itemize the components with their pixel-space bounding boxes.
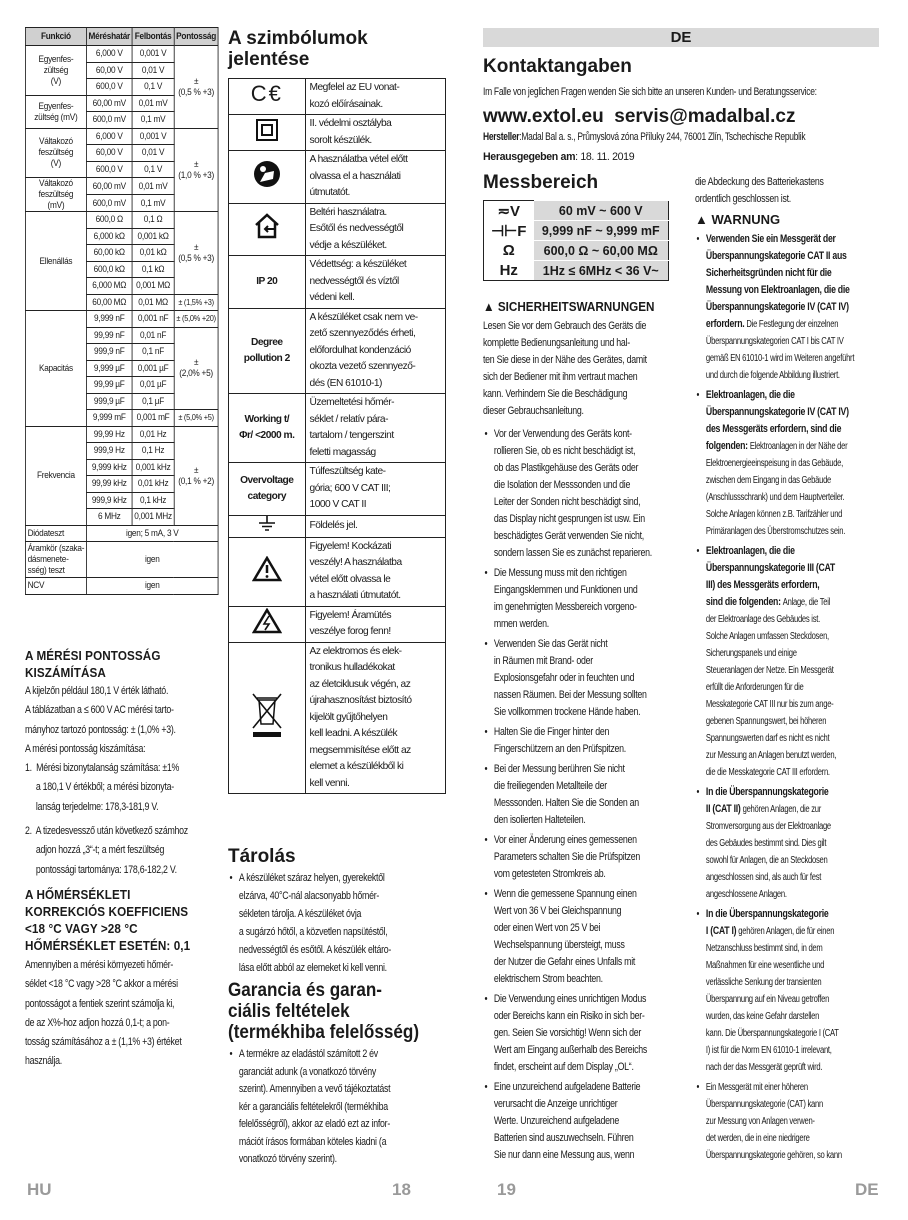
symbol-row <box>229 308 446 394</box>
resolution-cell: 0,1 Ω <box>132 212 174 229</box>
warning-item <box>695 906 854 1076</box>
read-manual-icon <box>229 151 306 204</box>
symbols-heading: A szimbólumok jelentése <box>228 28 368 70</box>
safety-item: • Die Verwendung eines unrichtigen Modus oder Bereichs kann ein Risiko in sich ber- gen. Seien Sie vorsichtig! Wenn sich der Wert am Eingang außerhalb des Bereichs findet, erscheint auf dem Display „OL“. <box>483 991 652 1076</box>
range-cell: 999,9 kHz <box>86 492 132 509</box>
warning-item <box>695 784 854 903</box>
symbol-description: Védettség: a készüléket nedvességtől és víztől védeni kell. <box>305 256 445 309</box>
resolution-cell: 0,01 kΩ <box>132 245 174 262</box>
accuracy-cell: ± (5,0% +5) <box>174 410 218 427</box>
symbol-description: Beltéri használatra. Esőtől és nedvességtől védje a készüléket. <box>305 203 445 256</box>
range-cell: 60,00 kΩ <box>86 245 132 262</box>
symbol-description: Üzemeltetési hőmér- séklet / relatív pára- tartalom / tengerszint feletti magasság <box>305 394 445 463</box>
function-cell: Váltakozó feszültség (V) <box>25 128 86 178</box>
manufacturer-label: Hersteller <box>483 131 520 143</box>
resolution-cell: 0,01 nF <box>132 327 174 344</box>
range-heading: Messbereich <box>483 172 599 193</box>
range-row <box>484 241 669 261</box>
safety-item: • Wenn die gemessene Spannung einen Wert von 36 V bei Gleichspannung oder einen Wert von 25 V bei Wechselspannung übersteigt, muss der Nutzer die Gefahr eines Unfalls mit elektrischem Strom beachten. <box>483 886 652 988</box>
resolution-cell: 0,01 V <box>132 62 174 79</box>
warning-item-text: Die Festlegung der einzelnen Überspannungskategorien CAT I bis CAT IV gemäß EN 61010-1 wird im Weiteren angeführt und durch die folgende Abbildung illustriert. <box>705 319 855 381</box>
language-bar: DE <box>483 28 879 47</box>
function-cell: Egyenfes- zültség (mV) <box>25 95 86 128</box>
range-value: 60 mV ~ 600 V <box>534 201 669 221</box>
symbol-row <box>229 256 446 309</box>
range-cell: 600,0 Ω <box>86 212 132 229</box>
range-cell: 999,9 µF <box>86 393 132 410</box>
range-cell: 9,999 µF <box>86 360 132 377</box>
resolution-cell: 0,01 Hz <box>132 426 174 443</box>
accuracy-cell: ± (1,0 % +3) <box>174 128 218 212</box>
warning-triangle-icon: ▲ <box>695 212 712 227</box>
safety-heading <box>483 299 655 314</box>
range-cell: 60,00 mV <box>86 95 132 112</box>
warning-item <box>695 387 854 540</box>
range-symbol: ≂V <box>497 202 521 220</box>
temperature-text: Amennyiben a mérési környezeti hőmér- séklet <18 °C vagy >28 °C akkor a mérési pontosságot a fentiek szerint számolja ki, de az X%-hoz adjon hozzá 0,1-t; a pon- tosság számításához a ± (1,1% +3) értéket használja. <box>25 959 182 1068</box>
manufacturer-value: :Madal Bal a. s., Průmyslová zóna Příluky 244, 76001 Zlín, Tschechische Republik <box>519 131 806 143</box>
range-row <box>484 201 669 221</box>
range-cell: 600,0 V <box>86 79 132 96</box>
value-cell: igen <box>86 578 218 595</box>
table-row <box>25 212 218 229</box>
page-number-right: 19 <box>497 1180 516 1199</box>
symbol-row <box>229 151 446 204</box>
symbol-label: Working t/ Φr/ <2000 m. <box>229 394 306 463</box>
resolution-cell: 0,01 MΩ <box>132 294 174 311</box>
range-cell: 9,999 nF <box>86 311 132 328</box>
range-cell: 99,99 µF <box>86 377 132 394</box>
accuracy-step-2: 2. A tizedesvessző után következő számhoz adjon hozzá „3“-t; a mért feszültség pontossági tartománya: 178,6-182,2 V. <box>25 825 188 876</box>
contact-heading: Kontaktangaben <box>483 56 632 77</box>
table-row <box>25 311 218 328</box>
storage-list <box>228 869 391 977</box>
range-cell: 60,00 mV <box>86 178 132 195</box>
warning-item-text: gehören Anlagen, die für einen Netzanschluss bestimmt sind, in dem Maßnahmen für eine wesentliche und verlässliche Senkung der transienten Überspannung auf ein Niveau getroffen wurden, das keine Gefahr darstellen kann. Die Überspannungskategorie I (CAT I) ist für die Norm EN 61010-1 irrelevant, nach der das Messgerät geprüft wird. <box>705 926 839 1073</box>
range-table <box>483 200 669 281</box>
accuracy-cell: ± (1,5% +3) <box>174 294 218 311</box>
battery-cover-text: die Abdeckung des Batteriekastens ordentlich geschlossen ist. <box>695 176 824 205</box>
function-cell: Áramkör (szaka- dásmenete- sség) teszt <box>25 542 86 578</box>
page-number-left: 18 <box>392 1180 411 1199</box>
resolution-cell: 0,1 mV <box>132 112 174 129</box>
range-cell: 60,00 MΩ <box>86 294 132 311</box>
table-row <box>25 578 218 595</box>
symbol-row <box>229 115 446 151</box>
warning-item-bold: In die Überspannungskategorie I (CAT I) <box>705 908 829 937</box>
issued-value: : 18. 11. 2019 <box>575 151 635 163</box>
specifications-table <box>25 27 219 595</box>
accuracy-cell: ± (0,5 % +3) <box>174 212 218 295</box>
warning-item-bold: Elektroanlagen, die die Überspannungskategorie IV (CAT IV) des Messgeräts erfordern, sind die folgenden: <box>705 389 849 452</box>
symbol-description: Figyelem! Áramütés veszélye forog fenn! <box>305 606 445 642</box>
accuracy-cell: ± (2,0% +5) <box>174 327 218 410</box>
safety-item: • Halten Sie die Finger hinter den Fingerschützern an den Prüfspitzen. <box>483 724 652 758</box>
resolution-cell: 0,001 MHz <box>132 509 174 526</box>
temperature-heading: A HŐMÉRSÉKLETI KORREKCIÓS KOEFFICIENS <18 °C VAGY >28 °C HŐMÉRSÉKLET ESETÉN: 0,1 <box>25 887 191 953</box>
accuracy-cell: ± (0,1 % +2) <box>174 426 218 525</box>
function-cell: Frekvencia <box>25 426 86 525</box>
warning-list <box>695 231 854 1167</box>
table-row <box>25 426 218 443</box>
function-cell: Ellenállás <box>25 212 86 311</box>
value-cell: igen <box>86 542 218 578</box>
warning-item-bold: In die Überspannungskategorie II (CAT II) <box>705 786 829 815</box>
resolution-cell: 0,1 V <box>132 161 174 178</box>
warning-item-text: Anlage, die Teil der Elektroanlage des Gebäudes ist. Solche Anlagen umfassen Steckdosen, Sicherungspanels und einige Steueranlagen der Netze. Ein Messgerät erfüllt die Anforderungen für die Messkategorie CAT III nur bis zum ange- gebenen Spannungswert, bei höheren Spannungswerten darf es nicht es nicht zur Messung an Anlagen benutzt werden, die die Messkategorie CAT III erfordern. <box>705 597 837 778</box>
symbol-description: Figyelem! Kockázati veszély! A használatba vétel előtt olvassa le a használati útmutatót. <box>305 537 445 606</box>
range-value: 600,0 Ω ~ 60,00 MΩ <box>534 241 669 261</box>
warning-item <box>695 1079 854 1164</box>
safety-heading-text: SICHERHEITSWARNUNGEN <box>497 299 655 314</box>
storage-item: • A készüléket száraz helyen, gyerekektől elzárva, 40°C-nál alacsonyabb hőmér- sékleten tárolja. A készüléket óvja a sugárzó hőtől, a közvetlen napsütéstől, nedvességtől és esőtől. A készülék eltáro- lása előtt abból az elemeket ki kell venni. <box>228 869 391 977</box>
indoor-icon <box>229 203 306 256</box>
resolution-cell: 0,01 V <box>132 145 174 162</box>
range-value: 9,999 nF ~ 9,999 mF <box>534 221 669 241</box>
safety-item: • Verwenden Sie das Gerät nicht in Räumen mit Brand- oder Explosionsgefahr oder in feuchten und nassen Räumen. Bei der Messung sollten Sie vollkommen trockene Hände haben. <box>483 636 652 721</box>
table-header-row <box>25 28 218 46</box>
symbol-row <box>229 642 446 794</box>
warning-item <box>695 543 854 781</box>
warranty-heading: Garancia és garan- ciális feltételek (termékhiba felelősség) <box>228 980 420 1043</box>
range-cell: 999,9 Hz <box>86 443 132 460</box>
safety-item: • Eine unzureichend aufgeladene Batterie verursacht die Anzeige unrichtiger Werte. Unzureichend aufgeladene Batterien sind auszuwechseln. Führen Sie nur dann eine Messung aus, wenn <box>483 1079 652 1164</box>
accuracy-cell: ± (5,0% +20) <box>174 311 218 328</box>
warning-item-bold: Verwenden Sie ein Messgerät der Überspannungskategorie CAT II aus Sicherheitsgründen nicht für die Messung von Elektroanlagen, die die Überspannungskategorie IV (CAT IV) erfordern. <box>705 233 850 330</box>
class-ii-icon <box>229 115 306 151</box>
symbol-row <box>229 79 446 115</box>
range-cell: 999,9 nF <box>86 344 132 361</box>
safety-list <box>483 426 652 1167</box>
range-row <box>484 221 669 241</box>
resolution-cell: 0,001 mF <box>132 410 174 427</box>
symbol-row <box>229 606 446 642</box>
range-cell: 6,000 kΩ <box>86 228 132 245</box>
ground-icon <box>229 515 306 537</box>
range-cell: 60,00 V <box>86 145 132 162</box>
resolution-cell: 0,1 V <box>132 79 174 96</box>
resolution-cell: 0,001 V <box>132 46 174 63</box>
symbol-description: Földelés jel. <box>305 515 445 537</box>
range-cell: 99,99 Hz <box>86 426 132 443</box>
range-cell: 99,99 kHz <box>86 476 132 493</box>
symbol-label: Overvoltage category <box>229 463 306 516</box>
range-cell: 600,0 V <box>86 161 132 178</box>
warning-item-bold: Elektroanlagen, die die Überspannungskategorie III (CAT III) des Messgeräts erfordern, sind die folgenden: <box>705 545 835 608</box>
issued-line <box>483 148 634 167</box>
resolution-cell: 0,001 kHz <box>132 459 174 476</box>
function-cell: Egyenfes- zültség (V) <box>25 46 86 96</box>
contact-links[interactable]: www.extol.eu servis@madalbal.cz <box>483 106 796 127</box>
warning-heading <box>695 212 780 227</box>
symbol-label: Degree pollution 2 <box>229 308 306 394</box>
resolution-cell: 0,001 nF <box>132 311 174 328</box>
range-symbol: ⊣⊢F <box>491 222 527 240</box>
value-cell: igen; 5 mA, 3 V <box>86 525 218 542</box>
footer-language-left: HU <box>27 1180 52 1199</box>
symbol-label: IP 20 <box>229 256 306 309</box>
range-cell: 6 MHz <box>86 509 132 526</box>
resolution-cell: 0,01 µF <box>132 377 174 394</box>
warranty-list <box>228 1046 390 1169</box>
resolution-cell: 0,1 kΩ <box>132 261 174 278</box>
table-row <box>25 128 218 145</box>
range-cell: 600,0 mV <box>86 195 132 212</box>
range-cell: 6,000 MΩ <box>86 278 132 295</box>
resolution-cell: 0,01 mV <box>132 178 174 195</box>
symbol-description: Az elektromos és elek- tronikus hulladékokat az életciklusuk végén, az újrahasznosítást biztosító kijelölt gyűjtőhelyen kell leadni. A készülék megsemmisítése előtt az elemet a készülékből ki kell venni. <box>305 642 445 794</box>
resolution-cell: 0,001 MΩ <box>132 278 174 295</box>
function-cell: Váltakozó feszültség (mV) <box>25 178 86 212</box>
warning-icon <box>229 537 306 606</box>
symbol-row <box>229 515 446 537</box>
range-cell: 9,999 kHz <box>86 459 132 476</box>
range-symbol: Hz <box>499 261 518 279</box>
footer-language-right: DE <box>855 1180 879 1199</box>
warning-item-text: Ein Messgerät mit einer höheren Überspannungskategorie (CAT) kann zur Messung von Anlagen verwen- det werden, die in eine niedrigere Überspannungskategorie gehören, so kann <box>705 1082 842 1161</box>
table-row <box>25 46 218 63</box>
resolution-cell: 0,001 µF <box>132 360 174 377</box>
function-cell: Kapacitás <box>25 311 86 427</box>
column-header: Felbontás <box>132 28 174 46</box>
symbols-table <box>228 78 446 794</box>
resolution-cell: 0,01 mV <box>132 95 174 112</box>
symbol-row <box>229 203 446 256</box>
column-header: Pontosság <box>174 28 218 46</box>
range-row <box>484 261 669 281</box>
safety-item: • Die Messung muss mit den richtigen Eingangsklemmen und Funktionen und im genehmigten Messbereich vorgeno- mmen werden. <box>483 565 652 633</box>
resolution-cell: 0,01 kHz <box>132 476 174 493</box>
ce-mark-icon: C€ <box>229 79 306 115</box>
warning-heading-text: WARNUNG <box>711 212 781 227</box>
function-cell: NCV <box>25 578 86 595</box>
symbol-description: A készüléket csak nem ve- zető szennyeződés érheti, előfordulhat kondenzáció okozta vezető szennyező- dés (EN 61010-1) <box>305 308 445 394</box>
symbol-row <box>229 537 446 606</box>
resolution-cell: 0,001 kΩ <box>132 228 174 245</box>
warranty-item: • A termékre az eladástól számított 2 év garanciát adunk (a vonatkozó törvény szerint). Amennyiben a vevő tájékoztatást kér a garanciális feltételekről (termékhiba felelősségről), akkor az eladó ezt az infor- mációt írásos formában köteles kiadni (a vonatkozó törvény szerint). <box>228 1046 390 1169</box>
resolution-cell: 0,001 V <box>132 128 174 145</box>
range-cell: 99,99 nF <box>86 327 132 344</box>
accuracy-heading: A MÉRÉSI PONTOSSÁG KISZÁMÍTÁSA <box>25 648 161 680</box>
range-cell: 600,0 kΩ <box>86 261 132 278</box>
safety-item: • Vor der Verwendung des Geräts kont- rollieren Sie, ob es nicht beschädigt ist, ob das Plastikgehäuse des Geräts oder die Isolation der Messsonden und die Leiter der Sonden nicht beschädigt sind, das Display nicht gesprungen ist usw. Ein beschädigtes Gerät verwenden Sie nicht, sondern lassen Sie es zunächst reparieren. <box>483 426 652 562</box>
safety-intro: Lesen Sie vor dem Gebrauch des Geräts die komplette Bedienungsanleitung und hal- ten Sie diese in der Nähe des Gerätes, damit sich der Bediener mit ihm vertraut machen kann. Verhindern Sie die Beschädigung dieser Gebrauchsanleitung. <box>483 320 647 417</box>
resolution-cell: 0,1 mV <box>132 195 174 212</box>
resolution-cell: 0,1 nF <box>132 344 174 361</box>
symbol-row <box>229 394 446 463</box>
weee-icon <box>229 642 306 794</box>
issued-label: Herausgegeben am <box>483 151 576 163</box>
resolution-cell: 0,1 Hz <box>132 443 174 460</box>
accuracy-step-1: 1. Mérési bizonytalanság számítása: ±1% a 180,1 V értékből; a mérési bizonyta- lanság terjedelme: 178,3-181,9 V. <box>25 762 180 813</box>
accuracy-cell: ± (0,5 % +3) <box>174 46 218 129</box>
manufacturer-line <box>483 128 805 147</box>
range-cell: 600,0 mV <box>86 112 132 129</box>
symbol-description: Túlfeszültség kate- gória; 600 V CAT III; 1000 V CAT II <box>305 463 445 516</box>
resolution-cell: 0,1 kHz <box>132 492 174 509</box>
range-cell: 6,000 V <box>86 128 132 145</box>
warning-item-text: gehören Anlagen, die zur Stromversorgung aus der Elektroanlage des Gebäudes bestimmt sind. Dies gilt sowohl für Anlagen, die an Steckdosen angeschlossen sind, als auch für fest angeschlossene Anlagen. <box>705 804 831 900</box>
table-row <box>25 525 218 542</box>
symbol-description: A használatba vétel előtt olvassa el a használati útmutatót. <box>305 151 445 204</box>
symbol-row <box>229 463 446 516</box>
range-cell: 9,999 mF <box>86 410 132 427</box>
warning-item-text: Elektroanlagen in der Nähe der Elektroenergieeinspeisung in das Gebäude, zwischen dem Eingang in das Gebäude (Anschlussschrank) und dem Hauptverteiler. Solche Anlagen können z.B. Tarifzähler und Primäranlagen des Überstromschutzes sein. <box>705 441 848 537</box>
table-row <box>25 542 218 578</box>
shock-icon <box>229 606 306 642</box>
resolution-cell: 0,1 µF <box>132 393 174 410</box>
storage-heading: Tárolás <box>228 846 296 867</box>
column-header: Méréshatár <box>86 28 132 46</box>
range-cell: 6,000 V <box>86 46 132 63</box>
column-header: Funkció <box>25 28 86 46</box>
range-value: 1Hz ≤ 6MHz < 36 V~ <box>534 261 669 281</box>
accuracy-text: A kijelzőn például 180,1 V érték látható. A táblázatban a ≤ 600 V AC mérési tarto- mányhoz tartozó pontosság: ± (1,0% +3). A mérési pontosság kiszámítása: <box>25 685 176 755</box>
function-cell: Diódateszt <box>25 525 86 542</box>
safety-item: • Vor einer Änderung eines gemessenen Parameters schalten Sie die Prüfspitzen vom getesteten Stromkreis ab. <box>483 832 652 883</box>
contact-text: Im Falle von jeglichen Fragen wenden Sie sich bitte an unseren Kunden- und Beratungsservice: <box>483 86 817 98</box>
warning-item <box>695 231 854 384</box>
symbol-description: II. védelmi osztályba sorolt készülék. <box>305 115 445 151</box>
symbol-description: Megfelel az EU vonat- kozó előírásainak. <box>305 79 445 115</box>
safety-item: • Bei der Messung berühren Sie nicht die freiliegenden Metallteile der Messsonden. Halten Sie die Sonden an den isolierten Halteteilen. <box>483 761 652 829</box>
range-cell: 60,00 V <box>86 62 132 79</box>
warning-triangle-icon: ▲ <box>483 299 498 314</box>
range-symbol: Ω <box>502 242 515 259</box>
